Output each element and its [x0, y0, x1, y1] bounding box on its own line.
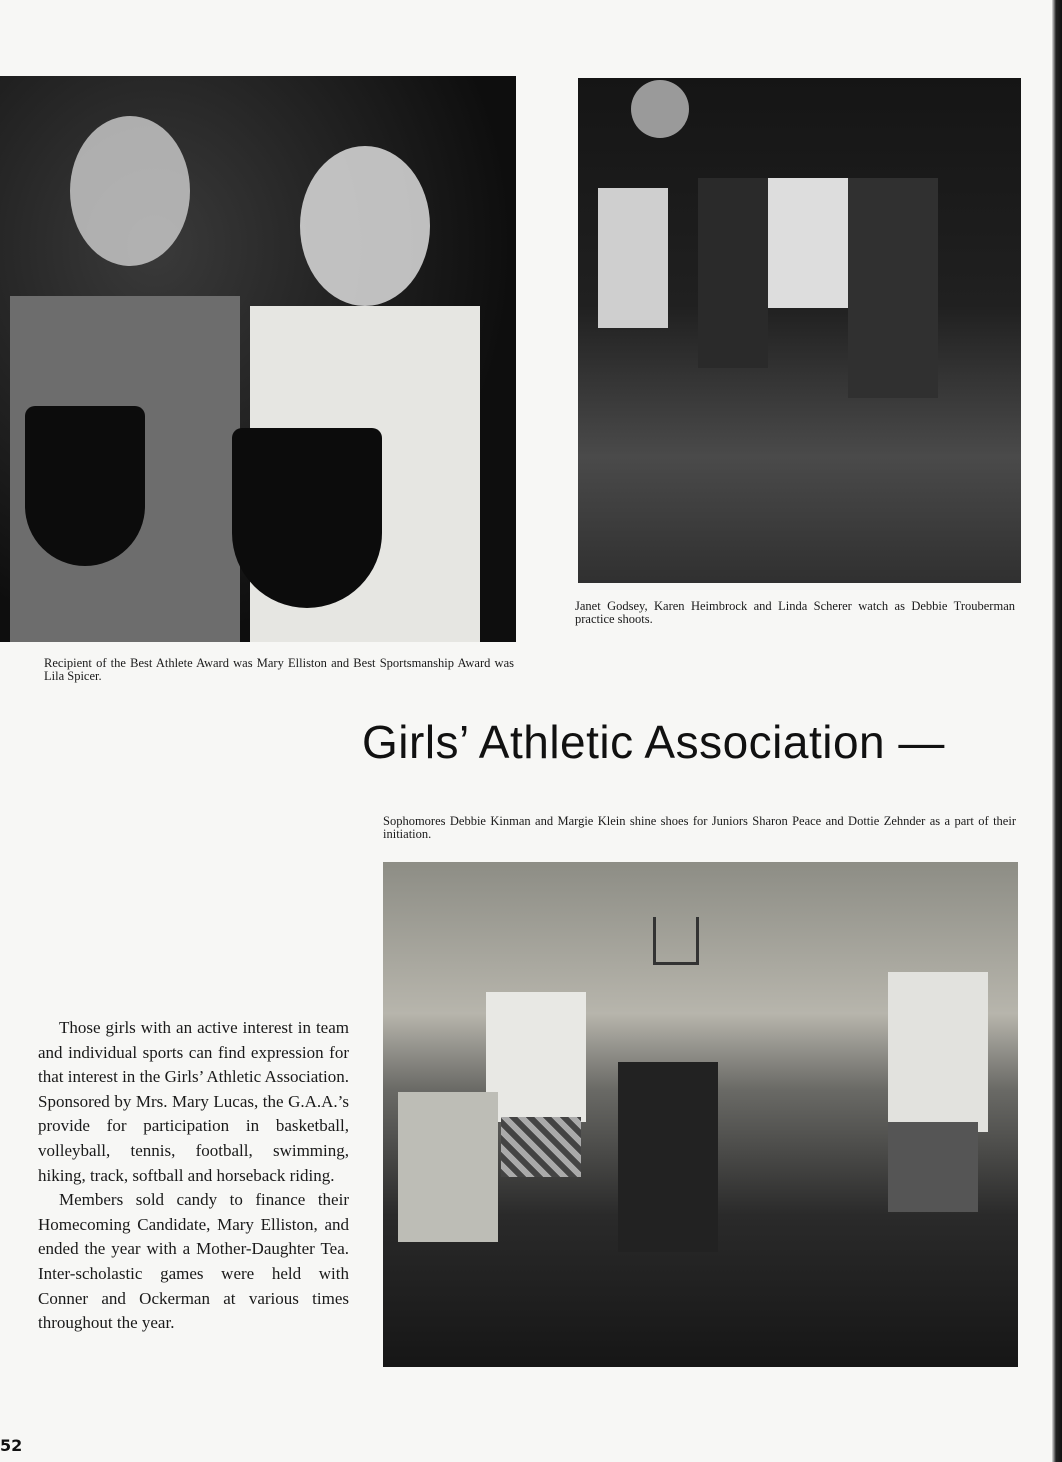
body-paragraph: Members sold candy to finance their Homecoming Candidate, Mary Elliston, and ended the year with a Mother-Daughter Tea. Inter-scholastic games were held with Conner and Ockerman at various times throughout the year. [38, 1190, 349, 1333]
initiation-photo-caption: Sophomores Debbie Kinman and Margie Klein shine shoes for Juniors Sharon Peace and Dottie Zehnder as a part of their initiation. [383, 814, 1016, 841]
article-body [38, 1016, 349, 1336]
page-number: 52 [0, 1436, 23, 1455]
basketball-photo [578, 78, 1021, 583]
page-binding-edge [1052, 0, 1062, 1462]
awards-photo [0, 76, 516, 642]
awards-photo-caption: Recipient of the Best Athlete Award was Mary Elliston and Best Sportsmanship Award was Lila Spicer. [44, 656, 514, 683]
basketball-photo-caption: Janet Godsey, Karen Heimbrock and Linda Scherer watch as Debbie Trouberman practice shoots. [575, 599, 1015, 626]
initiation-photo [383, 862, 1018, 1367]
body-paragraph: Those girls with an active interest in team and individual sports can find expression for that interest in the Girls’ Athletic Association. Sponsored by Mrs. Mary Lucas, the G.A.A.’s provide for participation in basketball, volleyball, tennis, football, swimming, hiking, track, softball and horseback riding. [38, 1018, 349, 1185]
page-title: Girls’ Athletic Association — [362, 716, 945, 768]
